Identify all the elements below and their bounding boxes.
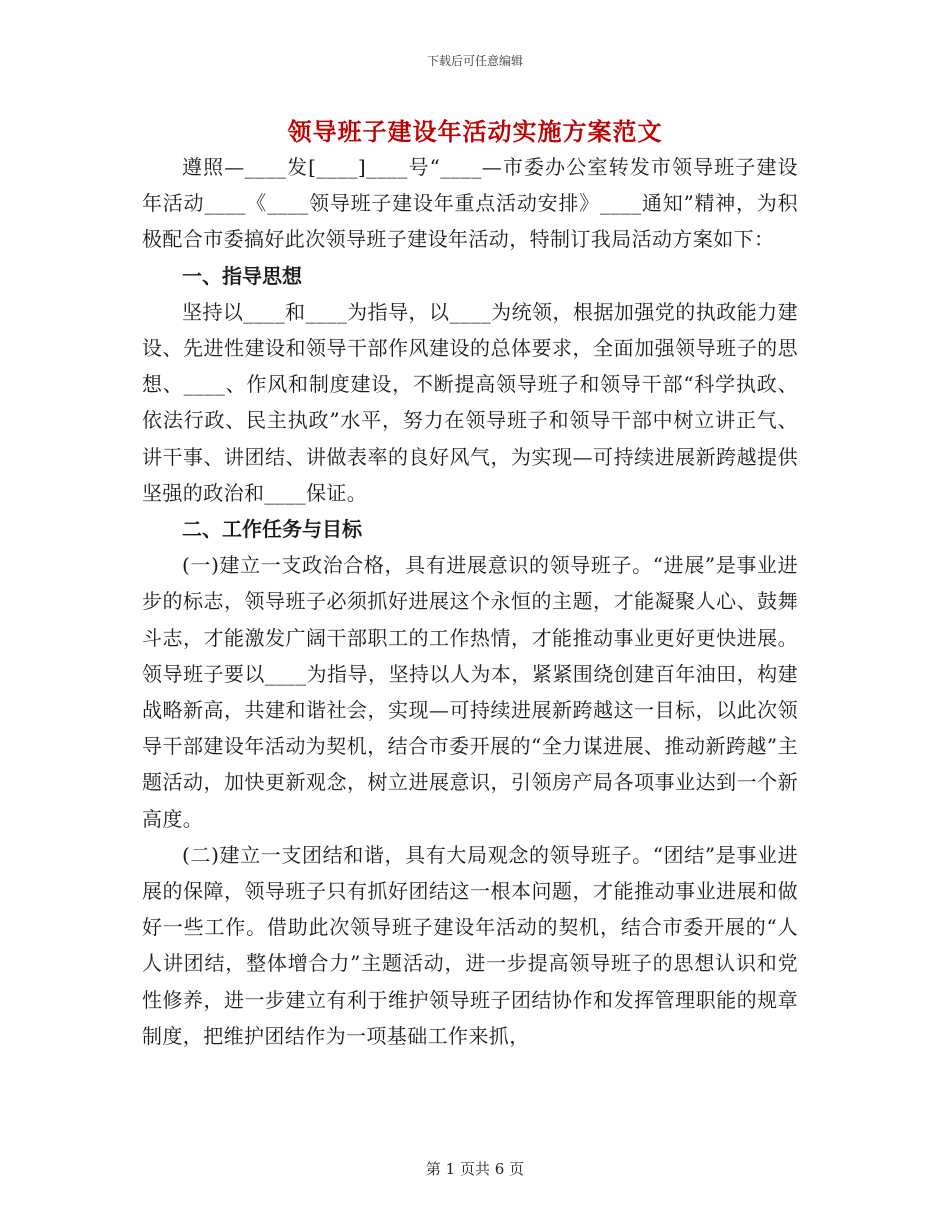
- document-body: [142, 149, 798, 1054]
- document-title: 领导班子建设年活动实施方案范文: [287, 117, 663, 146]
- task-paragraph-2: (二)建立一支团结和谐，具有大局观念的领导班子。“团结”是事业进展的保障，领导班子只有抓好团结这一根本问题，才能推动事业进展和做好一些工作。借助此次领导班子建设年活动的契机，结合市委开展的“人人讲团结，整体增合力”主题活动，进一步提高领导班子的思想认识和党性修养，进一步建立有利于维护领导班子团结协作和发挥管理职能的规章制度，把维护团结作为一项基础工作来抓，: [142, 842, 798, 1048]
- task-paragraph-1: (一)建立一支政治合格，具有进展意识的领导班子。“进展”是事业进步的标志，领导班子必须抓好进展这个永恒的主题，才能凝聚人心、鼓舞斗志，才能激发广阔干部职工的工作热情，才能推动事业更好更快进展。领导班子要以____为指导，坚持以人为本，紧紧围绕创建百年油田，构建战略新高，共建和谐社会，实现—可持续进展新跨越这一目标，以此次领导干部建设年活动为契机，结合市委开展的“全力谋进展、推动新跨越”主题活动，加快更新观念，树立进展意识，引领房产局各项事业达到一个新高度。: [142, 553, 798, 831]
- section-heading-tasks-goals: 二、工作任务与目标: [182, 517, 362, 542]
- page-number-footer: 第 1 页共 6 页: [425, 1160, 525, 1178]
- guiding-ideology-paragraph: 坚持以____和____为指导，以____为统领，根据加强党的执政能力建设、先进性建设和领导干部作风建设的总体要求，全面加强领导班子的思想、____、作风和制度建设，不断提高领导班子和领导干部“科学执政、依法行政、民主执政”水平，努力在领导班子和领导干部中树立讲正气、讲干事、讲团结、讲做表率的良好风气，为实现—可持续进展新跨越提供坚强的政治和____保证。: [142, 299, 798, 505]
- intro-paragraph: 遵照—____发[____]____号“____—市委办公室转发市领导班子建设年活动____《____领导班子建设年重点活动安排》____通知”精神，为积极配合市委搞好此次领导班子建设年活动，特制订我局活动方案如下：: [142, 155, 798, 252]
- section-heading-guiding-ideology: 一、指导思想: [182, 263, 302, 288]
- page-header-note: 下载后可任意编辑: [426, 54, 523, 68]
